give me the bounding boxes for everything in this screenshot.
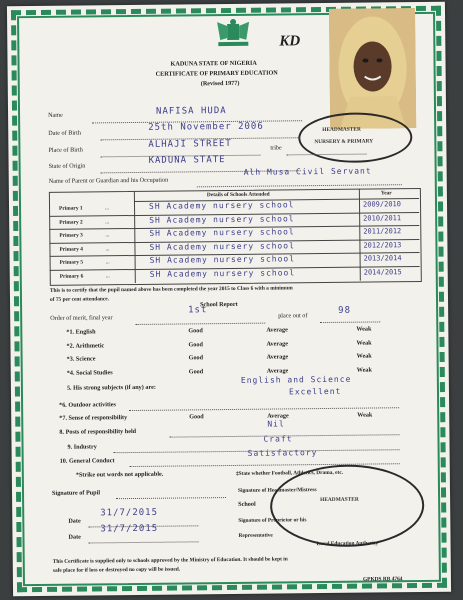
- coat-of-arms-icon: [212, 18, 254, 52]
- table-row-year: 2012/2013: [363, 240, 402, 250]
- industry-value: Craft: [263, 434, 293, 444]
- state-whether-note: ‡State whether Football, Athletics, Drama, etc.: [235, 469, 344, 477]
- name-label: Name: [48, 111, 63, 119]
- state-heading: KADUNA STATE OF NIGERIA: [170, 59, 257, 68]
- dob-label: Date of Birth: [48, 129, 81, 137]
- order-label: Order of merit, final year: [50, 314, 113, 322]
- school-label: School: [238, 500, 256, 508]
- stamp-bottom-line: HEADMASTER: [320, 496, 359, 504]
- place-label: place out of: [278, 312, 308, 320]
- table-row-school: SH Academy nursery school: [149, 227, 295, 239]
- subject-label: *3. Science: [66, 355, 96, 363]
- table-row-year: 2010/2011: [363, 213, 402, 223]
- pob-value: ALHAJI STREET: [148, 138, 232, 150]
- subject-label: *2. Arithmetic: [66, 341, 105, 350]
- certificate: [7, 2, 451, 597]
- schools-header: Details of Schools Attended: [206, 191, 270, 199]
- origin-value: KADUNA STATE: [148, 155, 226, 166]
- subject-good: Good: [188, 327, 203, 335]
- table-row-dots: ...: [105, 273, 110, 280]
- table-row-dots: ...: [105, 259, 110, 266]
- conduct-value: Satisfactory: [247, 448, 318, 458]
- strong-subjects-label: 5. His strong subjects (if any) are:: [66, 383, 156, 392]
- subject-good: Good: [188, 367, 204, 375]
- table-row-label: Primary 5: [59, 259, 84, 267]
- dob-value: 25th November 2006: [148, 121, 264, 133]
- pob-label: Place of Birth: [48, 146, 83, 154]
- subject-average: Average: [266, 366, 289, 375]
- subject-weak: Weak: [356, 352, 372, 360]
- footer-note1: This Certificate is supplied only to schools approved by the Ministry of Education. It should be kept in: [52, 556, 288, 565]
- date2-value: 31/7/2015: [100, 523, 159, 535]
- subject-weak: Weak: [356, 325, 372, 333]
- outdoor-label: *6. Outdoor activities: [59, 401, 116, 409]
- subject-weak: Weak: [356, 366, 372, 374]
- sense-average: Average: [267, 412, 289, 420]
- industry-label: 9. Industry: [67, 443, 97, 451]
- proprietor-signature-label: Signature of Proprietor or his: [238, 517, 307, 524]
- stamp-top-line1: HEADMASTER: [322, 126, 361, 134]
- representative-label: Representative: [238, 532, 273, 539]
- conduct-label: 10. General Conduct: [59, 457, 115, 465]
- tribe-label: tribe: [270, 144, 282, 152]
- table-row-dots: ...: [105, 218, 110, 225]
- table-row-school: SH Academy nursery school: [148, 200, 295, 211]
- subject-average: Average: [266, 339, 289, 348]
- parents-value: Alh Musa Civil Servant: [243, 166, 372, 177]
- form-code-kd: KD: [279, 33, 301, 50]
- table-row-year: 2013/2014: [363, 254, 402, 263]
- pupil-signature-label: Signature of Pupil: [51, 489, 101, 497]
- certify-line1: This is to certify that the pupil named above has been completed the year 2015 to Class 6 with a minimum: [49, 285, 293, 294]
- table-row-label: Primary 4: [59, 246, 84, 253]
- passport-photo: [329, 8, 416, 129]
- table-row-year: 2014/2015: [363, 268, 402, 277]
- table-row-label: Primary 3: [59, 232, 83, 239]
- table-row-label: Primary 2: [59, 219, 83, 226]
- date1-label: Date: [68, 517, 81, 525]
- table-row-dots: ...: [105, 232, 110, 239]
- posts-value: Nil: [267, 419, 285, 429]
- subject-weak: Weak: [356, 339, 372, 347]
- footer-note2: safe place for if loss or destroyed no copy will be issued.: [52, 566, 181, 574]
- sense-label: *7. Sense of responsibility: [59, 414, 128, 422]
- subject-average: Average: [266, 353, 289, 361]
- subject-good: Good: [188, 340, 203, 348]
- date1-value: 31/7/2015: [100, 507, 159, 519]
- order-value: 1st: [188, 305, 208, 316]
- table-row-school: SH Academy nursery school: [149, 213, 295, 225]
- table-row-year: 2011/2012: [363, 227, 402, 236]
- strong-subjects-value: English and Science: [240, 374, 352, 385]
- school-report-heading: School Report: [200, 300, 238, 309]
- table-row-school: SH Academy nursery school: [149, 241, 295, 252]
- head-signature-label: Signature of Headmaster/Mistress: [237, 487, 317, 494]
- strong-subjects-value2: Excellent: [288, 386, 342, 397]
- table-row-dots: ...: [105, 205, 110, 212]
- name-value: NAFISA HUDA: [155, 106, 227, 117]
- subject-average: Average: [266, 326, 288, 334]
- year-header: Year: [380, 190, 392, 197]
- table-row-dots: ...: [105, 246, 110, 253]
- table-row-year: 2009/2010: [362, 200, 401, 209]
- table-row-school: SH Academy nursery school: [149, 254, 296, 266]
- table-row-label: Primary 1: [59, 205, 83, 212]
- strike-note: *Strike out words not applicable.: [75, 470, 164, 479]
- stamp-top-line2: NURSERY & PRIMARY: [314, 138, 374, 146]
- revised-note: (Revised 1977): [200, 79, 240, 88]
- sense-good: Good: [189, 413, 204, 421]
- origin-label: State of Origin: [48, 162, 86, 170]
- posts-label: 8. Posts of responsibility held: [59, 427, 137, 436]
- table-row-school: SH Academy nursery school: [149, 268, 296, 279]
- parents-label: Name of Parent or Guardian and his Occupation: [48, 176, 169, 185]
- lea-label: Local Education Authority: [316, 540, 379, 548]
- certificate-title: CERTIFICATE OF PRIMARY EDUCATION: [155, 69, 278, 78]
- form-code: GPKDS RB 4764: [362, 576, 403, 583]
- date2-label: Date: [68, 533, 81, 541]
- subject-good: Good: [188, 354, 204, 362]
- sense-weak: Weak: [357, 411, 373, 419]
- subject-label: *1. English: [66, 328, 96, 336]
- table-row-label: Primary 6: [59, 273, 84, 280]
- certify-line2: of 75 per cent attendance.: [49, 296, 110, 303]
- subject-label: *4. Social Studies: [66, 368, 113, 377]
- place-value: 98: [338, 305, 352, 316]
